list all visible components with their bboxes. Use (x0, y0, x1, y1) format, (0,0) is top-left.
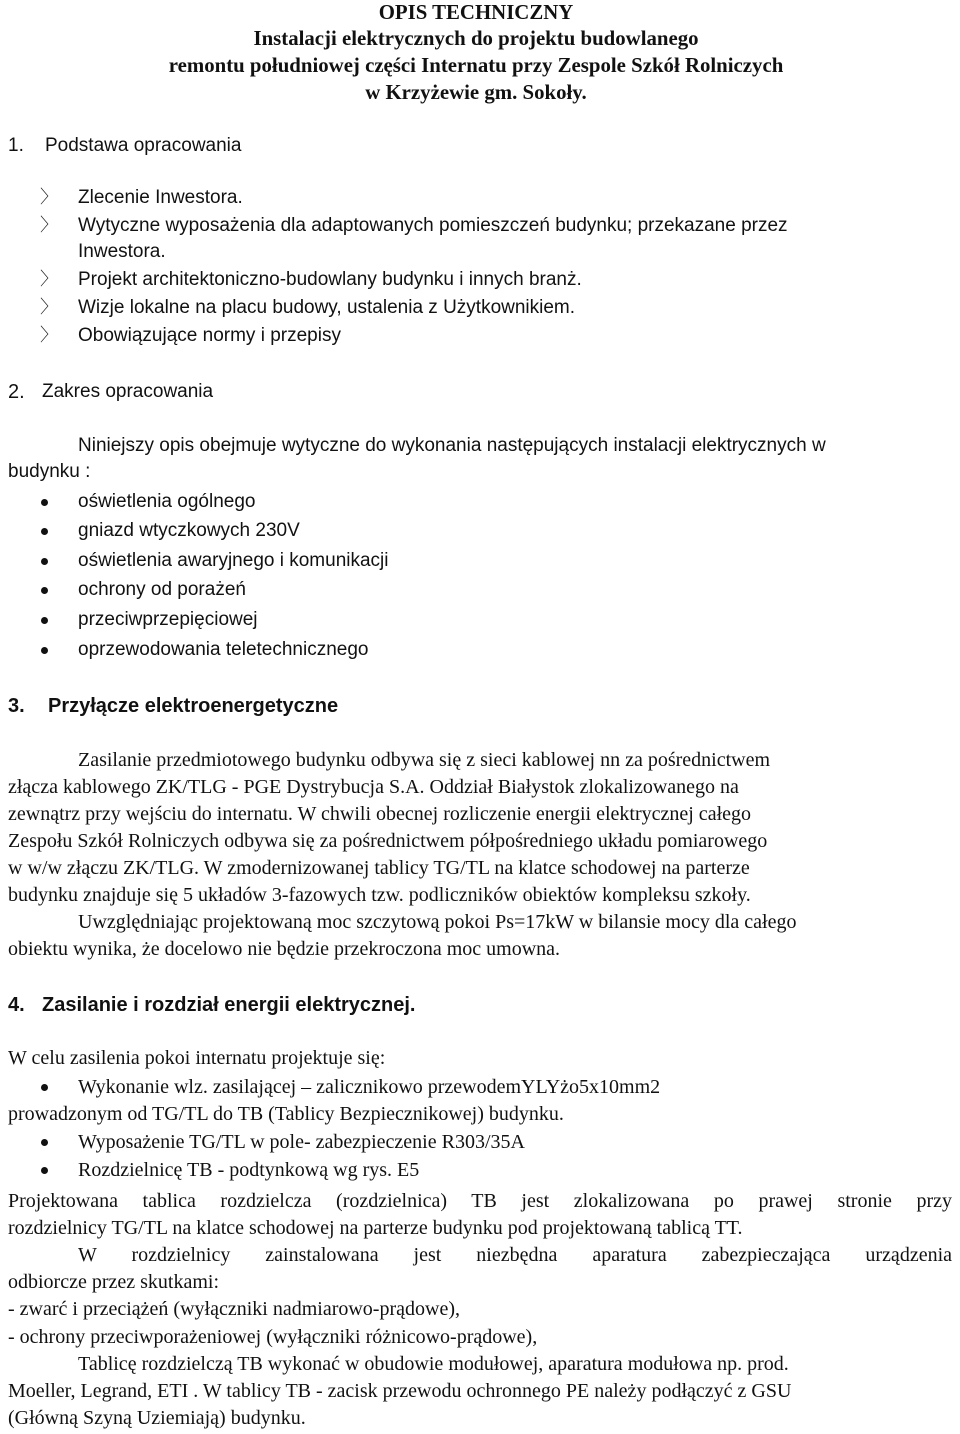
section-4-paragraph-line: Tablicę rozdzielczą TB wykonać w obudowie modułowej, aparatura modułowa np. prod. (78, 1353, 789, 1375)
section-1-item: Wizje lokalne na placu budowy, ustalenia z Użytkownikiem. (78, 297, 576, 318)
section-1-heading: Podstawa opracowania (45, 135, 242, 156)
chevron-right-icon: 〉 (40, 297, 58, 318)
section-2-item: oświetlenia ogólnego (78, 491, 256, 512)
section-2-item: oświetlenia awaryjnego i komunikacji (78, 550, 389, 571)
section-3-paragraph-line: złącza kablowego ZK/TLG - PGE Dystrybucja S.A. Oddział Białystok zlokalizowanego na (8, 776, 739, 798)
section-3-paragraph-line: w w/w złączu ZK/TLG. W zmodernizowanej tablicy TG/TL na klatce schodowej na parterze (8, 857, 750, 879)
section-4-bullet: Wykonanie wlz. zasilającej – zalicznikowo przewodemYLYżo5x10mm2 (78, 1076, 661, 1098)
chevron-right-icon: 〉 (40, 325, 58, 346)
document-subtitle-line-1: Instalacji elektrycznych do projektu budowlanego (253, 26, 699, 50)
section-3-number: 3. (8, 695, 25, 717)
document-subtitle-line-2: remontu południowej części Internatu przy Zespole Szkół Rolniczych (168, 53, 784, 77)
section-4-paragraph-line: - zwarć i przeciążeń (wyłączniki nadmiarowo-prądowe), (8, 1298, 460, 1320)
bullet-icon (41, 647, 48, 654)
section-1-item: Wytyczne wyposażenia dla adaptowanych pomieszczeń budynku; przekazane przez (78, 215, 788, 236)
section-4-paragraph-line: odbiorcze przez skutkami: (8, 1271, 220, 1293)
bullet-icon (41, 587, 48, 594)
document-subtitle-line-3: w Krzyżewie gm. Sokoły. (365, 80, 587, 104)
section-2-heading: Zakres opracowania (42, 381, 214, 402)
section-2-item: przeciwprzepięciowej (78, 609, 258, 630)
bullet-icon (41, 1139, 48, 1146)
section-4-paragraph-line: rozdzielnicy TG/TL na klatce schodowej na parterze budynku pod projektowaną tablicą TT. (8, 1217, 743, 1239)
section-4-intro: W celu zasilenia pokoi internatu projektuje się: (8, 1047, 386, 1069)
section-4-paragraph-line: Moeller, Legrand, ETI . W tablicy TB - zacisk przewodu ochronnego PE należy podłączyć z GSU (8, 1380, 792, 1402)
section-1-item: Zlecenie Inwestora. (78, 187, 243, 208)
bullet-icon (41, 617, 48, 624)
section-4-bullet: Wyposażenie TG/TL w pole- zabezpieczenie R303/35A (78, 1131, 525, 1153)
bullet-icon (41, 558, 48, 565)
section-4-paragraph-line: - ochrony przeciwporażeniowej (wyłączniki różnicowo-prądowe), (8, 1326, 538, 1348)
section-2-item: oprzewodowania teletechnicznego (78, 639, 369, 660)
section-3-heading: Przyłącze elektroenergetyczne (48, 695, 339, 717)
section-4-paragraph-line: W rozdzielnicy zainstalowana jest niezbędna aparatura zabezpieczająca urządzenia (78, 1244, 952, 1266)
section-2-item: gniazd wtyczkowych 230V (78, 520, 300, 541)
chevron-right-icon: 〉 (40, 215, 58, 236)
bullet-icon (41, 499, 48, 506)
section-4-bullet: Rozdzielnicę TB - podtynkową wg rys. E5 (78, 1159, 420, 1181)
section-2-intro-cont: budynku : (8, 461, 91, 482)
bullet-icon (41, 1084, 48, 1091)
document-title: OPIS TECHNICZNY (378, 0, 574, 24)
section-4-paragraph-line: Projektowana tablica rozdzielcza (rozdzielnica) TB jest zlokalizowana po prawej stronie przy (8, 1190, 952, 1212)
section-1-item-continuation: Inwestora. (78, 241, 166, 262)
section-3-paragraph-line: Uwzględniając projektowaną moc szczytową pokoi Ps=17kW w bilansie mocy dla całego (78, 911, 797, 933)
section-3-paragraph-line: Zasilanie przedmiotowego budynku odbywa się z sieci kablowej nn za pośrednictwem (78, 749, 771, 771)
section-1-number: 1. (8, 135, 24, 156)
section-1-item: Projekt architektoniczno-budowlany budynku i innych branż. (78, 269, 582, 290)
section-4-paragraph-line: (Główną Szyną Uziemiają) budynku. (8, 1407, 306, 1429)
section-2-intro: Niniejszy opis obejmuje wytyczne do wykonania następujących instalacji elektrycznych w (78, 435, 826, 456)
bullet-icon (41, 1167, 48, 1174)
section-3-paragraph-line: zewnątrz przy wejściu do internatu. W chwili obecnej rozliczenie energii elektrycznej całego (8, 803, 751, 825)
section-1-item: Obowiązujące normy i przepisy (78, 325, 341, 346)
section-2-number: 2. (8, 381, 25, 403)
section-2-item: ochrony od porażeń (78, 579, 246, 600)
section-3-paragraph-line: budynku znajduje się 5 układów 3-fazowych tzw. podliczników obiektów kompleksu szkoły. (8, 884, 751, 906)
section-3-paragraph-line: obiektu wynika, że docelowo nie będzie przekroczona moc umowna. (8, 938, 561, 960)
section-4-heading: Zasilanie i rozdział energii elektrycznej. (42, 994, 416, 1016)
section-4-number: 4. (8, 994, 25, 1016)
section-3-paragraph-line: Zespołu Szkół Rolniczych odbywa się za pośrednictwem półpośredniego układu pomiarowego (8, 830, 768, 852)
bullet-icon (41, 528, 48, 535)
chevron-right-icon: 〉 (40, 269, 58, 290)
section-4-bullet-continuation: prowadzonym od TG/TL do TB (Tablicy Bezpiecznikowej) budynku. (8, 1103, 564, 1125)
chevron-right-icon: 〉 (40, 187, 58, 208)
